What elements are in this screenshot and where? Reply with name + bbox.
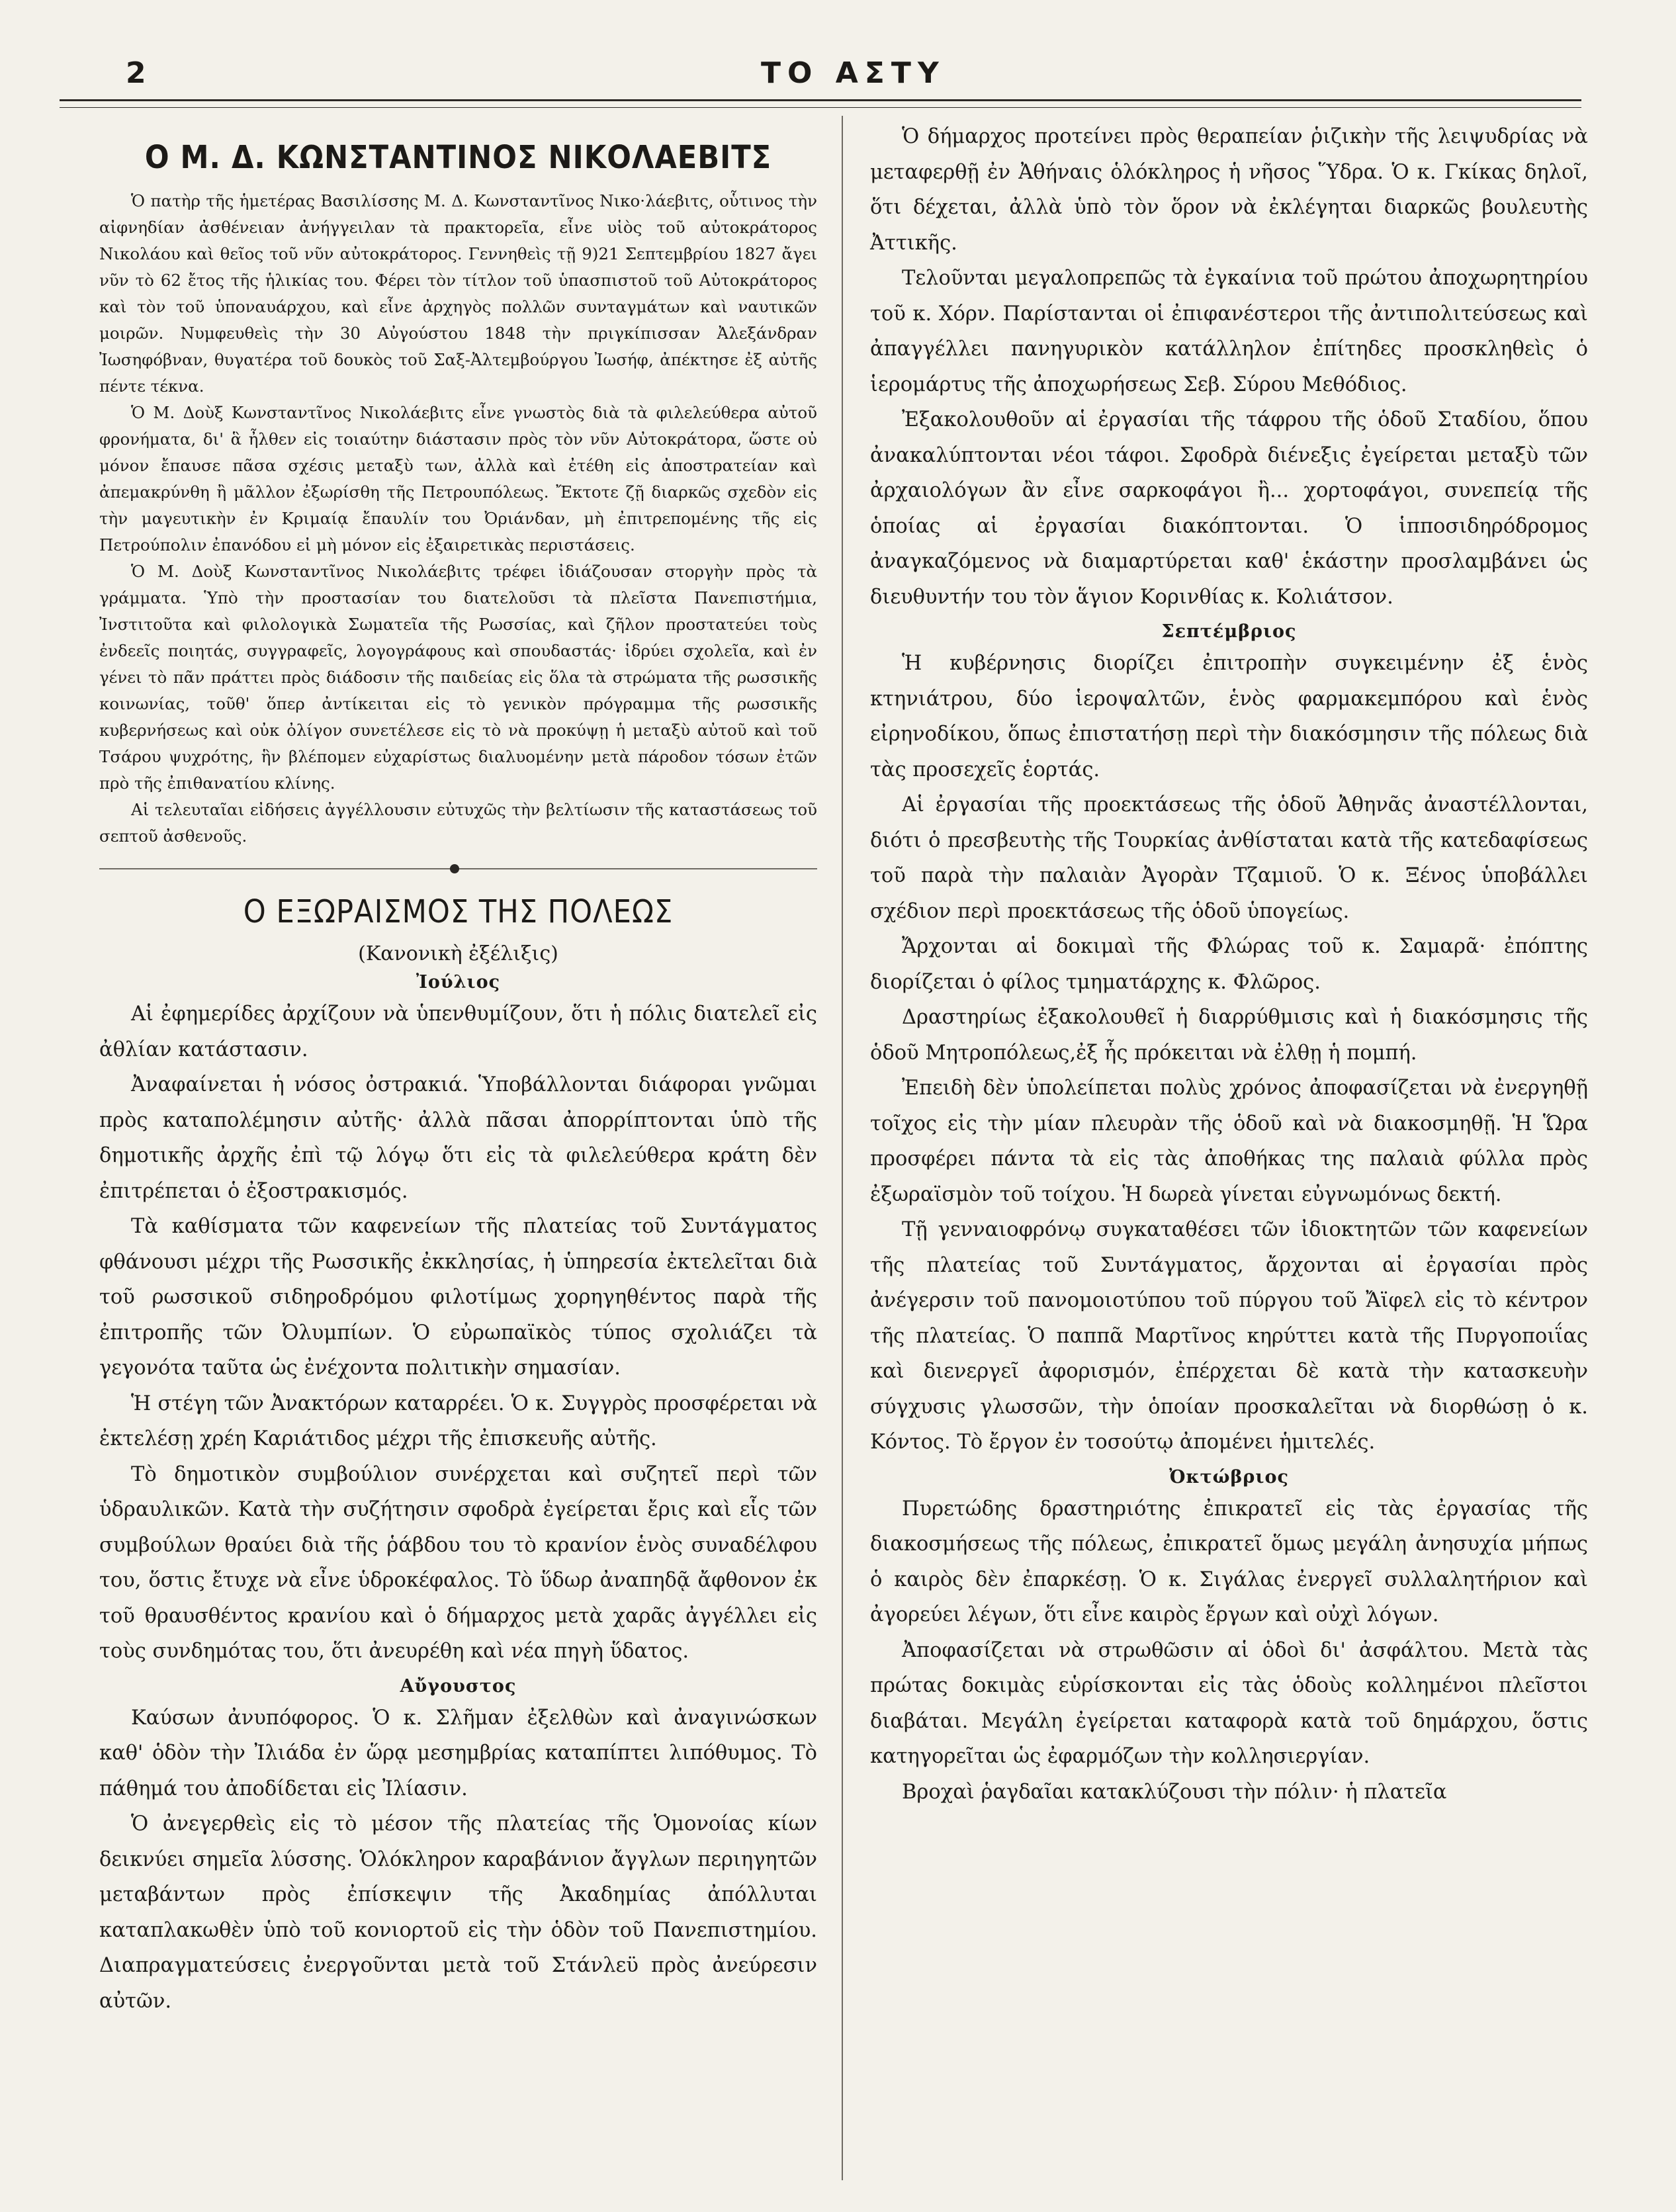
paragraph: Αἱ τελευταῖαι εἰδήσεις ἀγγέλλουσιν εὐτυχῶς τὴν βελτίωσιν τῆς καταστάσεως τοῦ σεπτοῦ ἀσθενοῦς. [99,800,817,846]
running-head [60,56,1581,103]
paragraph: Τῇ γενναιοφρόνῳ συγκαταθέσει τῶν ἰδιοκτητῶν τῶν καφενείων τῆς πλατείας τοῦ Συντάγματος, ἄρχονται αἱ ἐργασίαι πρὸς ἀνέγερσιν τοῦ πανομοιοτύπου τοῦ πύργου τοῦ Ἄϊφελ εἰς τὸ κέντρον τῆς πλατείας. Ὁ παππᾶ Μαρτῖνος κηρύττει κατὰ τῆς Πυργοποιΐας καὶ διενεργεῖ ἀφορισμόν, ἐπέρχεται δὲ κατὰ τὴν κατασκευὴν σύγχυσις γλωσσῶν, τὴν ὁποίαν προσκαλεῖται νὰ διορθώσῃ ὁ κ. Κόντος. Τὸ ἔργον ἐν τοσούτῳ ἀπομένει ἡμιτελές. [870,1218,1588,1454]
article-title: Ο ΕΞΩΡΑΙΣΜΟΣ ΤΗΣ ΠΟΛΕΩΣ [243,893,674,930]
page-number: 2 [126,56,146,90]
paragraph: Ἀναφαίνεται ἡ νόσος ὀστρακιά. Ὑποβάλλονται διάφοραι γνῶμαι πρὸς καταπολέμησιν αὐτῆς· ἀλλὰ πᾶσαι ἀπορρίπτονται ὑπὸ τῆς δημοτικῆς ἀρχῆς ἐπὶ τῷ λόγῳ ὅτι εἰς τὰ φιλελεύθερα κράτη δὲν ἐπιτρέπεται ὁ ἐξοστρακισμός. [99,1073,817,1203]
paragraph: Τελοῦνται μεγαλοπρεπῶς τὰ ἐγκαίνια τοῦ πρώτου ἀποχωρητηρίου τοῦ κ. Χόρν. Παρίστανται οἱ ἐπιφανέστεροι τῆς ἀντιπολιτεύσεως καὶ ἀπαγγέλλει πανηγυρικὸν κατάλληλον ἐπίτηδες προσκληθεὶς ὁ ἱερομάρτυς τῆς ἀποχωρήσεως Σεβ. Σύρου Μεθόδιος. [870,267,1588,396]
paragraph: Ὁ πατὴρ τῆς ἡμετέρας Βασιλίσσης Μ. Δ. Κωνσταντῖνος Νικο·λάεβιτς, οὗτινος τὴν αἰφνηδίαν ἀσθένειαν ἀνήγγειλαν τὰ πρακτορεῖα, εἶνε υἱὸς τοῦ αὐτοκράτορος Νικολάου καὶ θεῖος τοῦ νῦν αὐτοκράτορος. Γεννηθεὶς τῇ 9)21 Σεπτεμβρίου 1827 ἄγει νῦν τὸ 62 ἔτος τῆς ἡλικίας του. Φέρει τὸν τίτλον τοῦ ὑπασπιστοῦ τοῦ Αὐτοκράτορος καὶ τὸν τοῦ ὑποναυάρχου, καὶ εἶνε ἀρχηγὸς πολλῶν συνταγμάτων καὶ ναυτικῶν μοιρῶν. Νυμφευθεὶς τὴν 30 Αὐγούστου 1848 τὴν πριγκίπισσαν Ἀλεξάνδραν Ἰωσηφόβναν, θυγατέρα τοῦ δουκὸς τοῦ Σαξ-Ἀλτεμβούργου Ἰωσήφ, ἀπέκτησε ἐξ αὐτῆς πέντε τέκνα. [99,191,817,396]
left-column [99,119,817,2019]
paragraph: Ὁ Μ. Δοὺξ Κωνσταντῖνος Νικολάεβιτς τρέφει ἰδιάζουσαν στοργὴν πρὸς τὰ γράμματα. Ὑπὸ τὴν προστασίαν του διατελοῦσι τὰ πλεῖστα Πανεπιστήμια, Ἰνστιτοῦτα καὶ φιλολογικὰ Σωματεῖα τῆς Ρωσσίας, καὶ ζῆλον προστατεύει τοὺς ἐνδεεῖς ποιητάς, συγγραφεῖς, λογογράφους καὶ σπουδαστάς· ἱδρύει σχολεῖα, καὶ ἐν γένει τὸ πᾶν πράττει πρὸς διάδοσιν τῆς παιδείας εἰς ὅλα τὰ στρώματα τῆς ρωσσικῆς κοινωνίας, τοῦθ' ὅπερ ἀντίκειται εἰς τὸ γενικὸν πρόγραμμα τῆς ρωσσικῆς κυβερνήσεως καὶ οὐκ ὀλίγον συνετέλεσε εἰς τὸ νὰ προκύψῃ ἡ μεταξὺ αὐτοῦ καὶ τοῦ Τσάρου ψυχρότης, ἣν βλέπομεν εὐχαρίστως διαλυομένην μετὰ πάροδον τόσων ἐτῶν πρὸ τῆς ἐπιθανατίου κλίνης. [99,562,817,793]
section-heading-august: Αὔγουστος [400,1675,517,1697]
article-title: Ο Μ. Δ. ΚΩΝΣΤΑΝΤΙΝΟΣ ΝΙΚΟΛΑΕΒΙΤΣ [144,139,772,176]
column-rule [842,116,843,2180]
header-rule [60,99,1581,101]
header-rule-thin [60,107,1581,108]
section-heading-september: Σεπτέμβριος [1161,621,1297,642]
section-heading-july: Ἰούλιος [416,972,501,993]
paragraph: Ὁ Μ. Δοὺξ Κωνσταντῖνος Νικολάεβιτς εἶνε γνωστὸς διὰ τὰ φιλελεύθερα αὐτοῦ φρονήματα, δι' ἃ ἦλθεν εἰς τοιαύτην διάστασιν πρὸς τὸν νῦν Αὐτοκράτορα, ὥστε οὐ μόνον ἔπαυσε πᾶσα σχέσις μεταξὺ των, ἀλλὰ καὶ ἐτέθη εἰς ἀποστρατείαν καὶ ἀπεμακρύνθη ἢ μᾶλλον ἐξωρίσθη τῆς Πετρουπόλεως. Ἔκτοτε ζῇ διαρκῶς σχεδὸν εἰς τὴν μαγευτικὴν ἐν Κριμαίᾳ ἔπαυλίν του Ὀριάνδαν, μὴ ἐπιτρεπομένης τῆς εἰς Πετρούπολιν ἐπανόδου εἰ μὴ μόνον εἰς ἐξαιρετικὰς περιστάσεις. [99,403,817,554]
section-heading-october: Ὀκτώβριος [1169,1466,1289,1487]
paragraph: Τὸ δημοτικὸν συμβούλιον συνέρχεται καὶ συζητεῖ περὶ τῶν ὑδραυλικῶν. Κατὰ τὴν συζήτησιν σφοδρὰ ἐγείρεται ἔρις καὶ εἷς τῶν συμβούλων θραύει διὰ τῆς ῥάβδου του τὸ κρανίον ἑνὸς συναδέλφου του, ὅστις ἔτυχε νὰ εἶνε ὑδροκέφαλος. Τὸ ὕδωρ ἀναπηδᾷ ἄφθονον ἐκ τοῦ θραυσθέντος κρανίου καὶ ὁ δήμαρχος μετὰ χαρᾶς ἀγγέλλει εἰς τοὺς συνδημότας του, ὅτι ἀνευρέθη καὶ νέα πηγὴ ὕδατος. [99,1462,817,1663]
paragraph: Αἱ ἐργασίαι τῆς προεκτάσεως τῆς ὁδοῦ Ἀθηνᾶς ἀναστέλλονται, διότι ὁ πρεσβευτὴς τῆς Τουρκίας ἀνθίσταται κατὰ τῆς κατεδαφίσεως τοῦ παρὰ τὴν παλαιὰν Ἀγορὰν Τζαμιοῦ. Ὁ κ. Ξένος ὑποβάλλει σχέδιον περὶ προεκτάσεως τῆς ὁδοῦ ὑπογείως. [870,793,1588,923]
paragraph: Βροχαὶ ῥαγδαῖαι κατακλύζουσι τὴν πόλιν· ἡ πλατεῖα [902,1780,1447,1804]
article-subtitle: (Κανονικὴ ἐξέλιξις) [358,942,558,965]
paragraph: Τὰ καθίσματα τῶν καφενείων τῆς πλατείας τοῦ Συντάγματος φθάνουσι μέχρι τῆς Ρωσσικῆς ἐκκλησίας, ἡ ὑπηρεσία ἐκτελεῖται διὰ τοῦ ρωσσικοῦ σιδηροδρόμου φιλοτίμως χορηγηθέντος παρὰ τῆς ἐπιτροπῆς τῶν Ὀλυμπίων. Ὁ εὐρωπαϊκὸς τύπος σχολιάζει τὰ γεγονότα ταῦτα ὡς ἐνέχοντα πολιτικὴν σημασίαν. [99,1215,817,1380]
article-body [99,188,817,850]
paragraph: Πυρετώδης δραστηριότης ἐπικρατεῖ εἰς τὰς ἐργασίας τῆς διακοσμήσεως τῆς πόλεως, ἐπικρατεῖ ὅμως μεγάλη ἀνησυχία μήπως ὁ καιρὸς δὲν ἐπαρκέσῃ. Ὁ κ. Σιγάλας ἐνεργεῖ συλλαλητήριον καὶ ἀγορεύει λέγων, ὅτι εἶνε καιρὸς ἔργων καὶ οὐχὶ λόγων. [870,1497,1588,1626]
right-column [870,119,1588,1810]
paragraph: Ἡ στέγη τῶν Ἀνακτόρων καταρρέει. Ὁ κ. Συγγρὸς προσφέρεται νὰ ἐκτελέσῃ χρέη Καριάτιδος μέχρι τῆς ἐπισκευῆς αὐτῆς. [99,1392,817,1450]
paragraph: Δραστηρίως ἐξακολουθεῖ ἡ διαρρύθμισις καὶ ἡ διακόσμησις τῆς ὁδοῦ Μητροπόλεως,ἐξ ἧς πρόκειται νὰ ἐλθῃ ἡ πομπή. [870,1006,1588,1065]
paragraph: Ἐπειδὴ δὲν ὑπολείπεται πολὺς χρόνος ἀποφασίζεται νὰ ἐνεργηθῇ τοῖχος εἰς τὴν μίαν πλευρὰν τῆς ὁδοῦ καὶ νὰ διακοσμηθῇ. Ἡ Ὥρα προσφέρει πάντα τὰ εἰς τὰς ἀποθήκας της παλαιὰ φύλλα πρὸς ἐξωραϊσμὸν τοῦ τοίχου. Ἡ δωρεὰ γίνεται εὐγνωμόνως δεκτή. [870,1077,1588,1206]
article-divider [99,868,817,869]
paragraph: Ἐξακολουθοῦν αἱ ἐργασίαι τῆς τάφρου τῆς ὁδοῦ Σταδίου, ὅπου ἀνακαλύπτονται νέοι τάφοι. Σφοδρὰ διένεξις ἐγείρεται μεταξὺ τῶν ἀρχαιολόγων ἂν εἶνε σαρκοφάγοι ἢ... χορτοφάγοι, συνεπείᾳ τῆς ὁποίας αἱ ἐργασίαι διακόπτονται. Ὁ ἱπποσιδηρόδρομος ἀναγκαζόμενος νὰ διαμαρτύρεται καθ' ἑκάστην προσλαμβάνει ὡς διευθυντήν του τὸν ἅγιον Κορινθίας κ. Κολιάτσον. [870,408,1588,609]
paragraph: Ἡ κυβέρνησις διορίζει ἐπιτροπὴν συγκειμένην ἐξ ἑνὸς κτηνιάτρου, δύο ἱεροψαλτῶν, ἑνὸς φαρμακεμπόρου καὶ ἑνὸς εἰρηνοδίκου, ὅπως ἐπιστατήσῃ περὶ τὴν διακόσμησιν τῆς πόλεως διὰ τὰς προσεχεῖς ἑορτάς. [870,652,1588,781]
newspaper-title: ΤΟ ΑΣΤΥ [761,56,946,90]
paragraph: Αἱ ἐφημερίδες ἀρχίζουν νὰ ὑπενθυμίζουν, ὅτι ἡ πόλις διατελεῖ εἰς ἀθλίαν κατάστασιν. [99,1002,817,1061]
paragraph: Καύσων ἀνυπόφορος. Ὁ κ. Σλῆμαν ἐξελθὼν καὶ ἀναγινώσκων καθ' ὁδὸν τὴν Ἰλιάδα ἐν ὥρᾳ μεσημβρίας καταπίπτει λιπόθυμος. Τὸ πάθημά του ἀποδίδεται εἰς Ἰλίασιν. [99,1706,817,1800]
paragraph: Ὁ δήμαρχος προτείνει πρὸς θεραπείαν ῥιζικὴν τῆς λειψυδρίας νὰ μεταφερθῇ ἐν Ἀθήναις ὁλόκληρος ἡ νῆσος Ὕδρα. Ὁ κ. Γκίκας δηλοῖ, ὅτι δέχεται, ἀλλὰ ὑπὸ τὸν ὅρον νὰ ἐκλέγηται διαρκῶς βουλευτὴς Ἀττικῆς. [870,125,1588,255]
paragraph: Ὁ ἀνεγερθεὶς εἰς τὸ μέσον τῆς πλατείας τῆς Ὁμονοίας κίων δεικνύει σημεῖα λύσσης. Ὁλόκληρον καραβάνιον ἄγγλων περιηγητῶν μεταβάντων πρὸς ἐπίσκεψιν τῆς Ἀκαδημίας ἀπόλλυται καταπλακωθὲν ὑπὸ τοῦ κονιορτοῦ εἰς τὴν ὁδὸν τοῦ Πανεπιστημίου. Διαπραγματεύσεις ἐνεργοῦνται μετὰ τοῦ Στάνλεϋ πρὸς ἀνεύρεσιν αὐτῶν. [99,1812,817,2013]
paragraph: Ἄρχονται αἱ δοκιμαὶ τῆς Φλώρας τοῦ κ. Σαμαρᾶ· ἐπόπτης διορίζεται ὁ φίλος τμηματάρχης κ. Φλῶρος. [870,935,1588,994]
divider-ornament [450,864,459,873]
paragraph: Ἀποφασίζεται νὰ στρωθῶσιν αἱ ὁδοὶ δι' ἀσφάλτου. Μετὰ τὰς πρώτας δοκιμὰς εὑρίσκονται εἰς τὰς ὁδοὺς κολλημένοι πλεῖστοι διαβάται. Μεγάλη ἐγείρεται καταφορὰ κατὰ τοῦ δημάρχου, ὅστις κατηγορεῖται ὡς ἐφαρμόζων τὴν κολλησιεργίαν. [870,1638,1588,1768]
